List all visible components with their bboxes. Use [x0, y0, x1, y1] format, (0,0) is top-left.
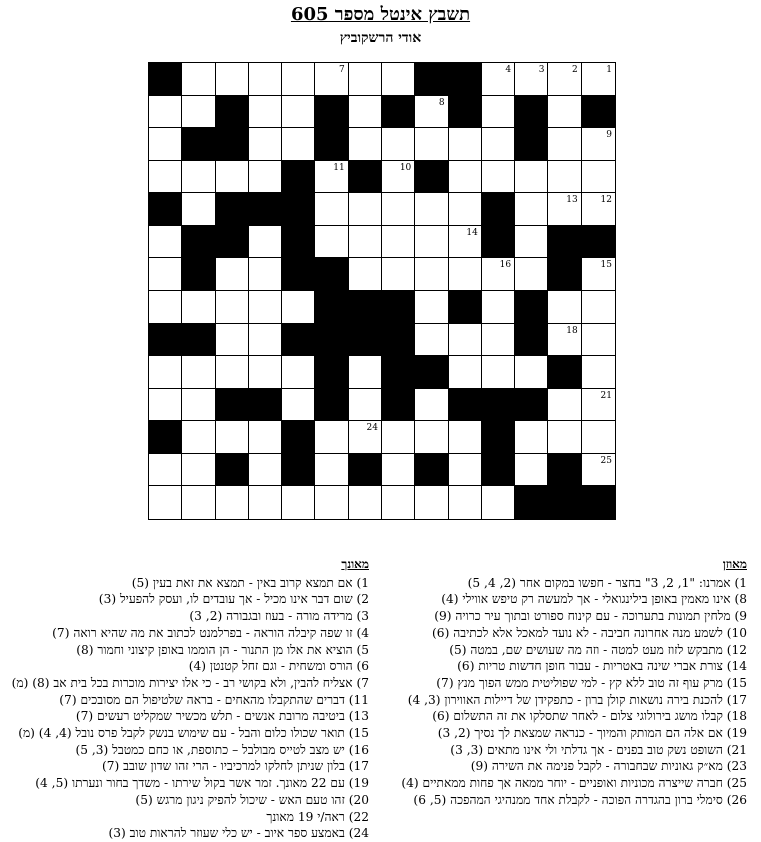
clue-number: 10: [399, 162, 412, 173]
grid-cell[interactable]: [515, 161, 548, 194]
grid-cell[interactable]: [182, 291, 215, 324]
grid-cell[interactable]: [449, 421, 482, 454]
down-clue: 19) עם 22 מאונך. זמר אשר בקול שירתו - משדך בחור ונערתו (5, 4): [35, 776, 369, 791]
down-clue: 22) ראה/י 19 מאונך: [266, 809, 369, 824]
grid-cell[interactable]: [415, 291, 448, 324]
clue-number: 3: [538, 65, 545, 75]
down-clue: 24) באמצע ספר איוב - יש כלי שעוזר להראות טוב (3): [108, 826, 369, 841]
grid-cell[interactable]: [582, 161, 615, 194]
grid-cell[interactable]: [149, 96, 182, 129]
grid-cell[interactable]: [449, 161, 482, 194]
black-cell: [548, 226, 581, 259]
black-cell: [382, 356, 415, 389]
grid-cell[interactable]: [315, 226, 348, 259]
grid-cell[interactable]: [249, 258, 282, 291]
black-cell: [315, 324, 348, 357]
grid-cell[interactable]: [449, 226, 482, 259]
clue-number: 1: [606, 65, 612, 75]
down-clue: 13) ביטיבה מרובת אנשים - תלש מכשיר שמקליט רעשים (7): [75, 709, 369, 724]
black-cell: [249, 389, 282, 422]
grid-cell[interactable]: [582, 193, 615, 226]
down-clue: 3) מרידה מורה - בעוז ובגבורה (2, 3): [189, 609, 369, 624]
grid-cell[interactable]: [415, 193, 448, 226]
across-clue: 19) אם אלה הם המותק והמיוך - כנראה שמצאת לך נסיך (2, 3): [437, 726, 747, 741]
grid-cell[interactable]: [415, 258, 448, 291]
grid-cell[interactable]: [349, 486, 382, 519]
grid-cell[interactable]: [415, 226, 448, 259]
black-cell: [415, 161, 448, 194]
black-cell: [449, 389, 482, 422]
grid-cell[interactable]: [315, 193, 348, 226]
black-cell: [315, 128, 348, 161]
grid-cell[interactable]: [182, 389, 215, 422]
grid-cell[interactable]: [582, 63, 615, 96]
down-clue: 6) הורס ומשחית - וגם זחל קטנטן (4): [188, 659, 369, 674]
black-cell: [415, 356, 448, 389]
grid-cell[interactable]: [582, 421, 615, 454]
clue-number: 26: [532, 488, 545, 499]
clue-number: 17: [466, 293, 478, 303]
grid-cell[interactable]: [449, 486, 482, 519]
across-clue: 17) להכנת בירה נושאות קולן ברון - כתפקידן של דיילות האווירון (3, 4): [407, 692, 747, 707]
grid-cell[interactable]: [349, 356, 382, 389]
page-title: תשבץ אינטל מספר 605: [290, 4, 471, 25]
black-cell: [282, 258, 315, 291]
black-cell: [548, 486, 581, 519]
black-cell: [582, 226, 615, 259]
black-cell: [449, 96, 482, 129]
black-cell: [482, 454, 515, 487]
black-cell: [482, 389, 515, 422]
grid-cell[interactable]: [415, 128, 448, 161]
grid-cell[interactable]: [382, 63, 415, 96]
black-cell: [182, 258, 215, 291]
across-clue: 23) מא״ק גאוניות שבחבורה - לקבל פנימה את השירה (9): [470, 759, 747, 774]
grid-cell[interactable]: [249, 161, 282, 194]
grid-cell[interactable]: [149, 258, 182, 291]
grid-cell[interactable]: [249, 486, 282, 519]
clue-number: 20: [333, 358, 345, 369]
grid-cell[interactable]: [216, 324, 249, 357]
grid-cell[interactable]: [182, 193, 215, 226]
down-clue: 11) דברים שהתקבלו מהאחים - בראה שלטיפול הם מסובכים (7): [59, 692, 369, 707]
clue-number: 19: [433, 358, 445, 369]
clue-number: 8: [438, 97, 445, 108]
grid-cell[interactable]: [216, 421, 249, 454]
grid-cell[interactable]: [182, 161, 215, 194]
clue-number: 24: [366, 423, 378, 434]
grid-cell[interactable]: [482, 161, 515, 194]
grid-cell[interactable]: [315, 486, 348, 519]
black-cell: [216, 193, 249, 226]
black-cell: [548, 454, 581, 487]
grid-cell[interactable]: [315, 63, 348, 96]
across-clue: 26) סימלי ברון בהגדרה הפוכה - לקבלת אחד ממנהיגי המהפכה (5, 6): [413, 792, 747, 807]
black-cell: [548, 356, 581, 389]
grid-cell[interactable]: [482, 128, 515, 161]
grid-cell[interactable]: [282, 389, 315, 422]
black-cell: [282, 161, 315, 194]
grid-cell[interactable]: [249, 128, 282, 161]
grid-cell[interactable]: [482, 356, 515, 389]
black-cell: [349, 324, 382, 357]
across-clue: 10) לשמע מנה אחרונה חביבה - לא נועד למאכל אלא לכתיבה (6): [432, 625, 747, 640]
grid-cell[interactable]: [415, 96, 448, 129]
grid-cell[interactable]: [149, 226, 182, 259]
grid-cell[interactable]: [216, 258, 249, 291]
clue-number: 18: [566, 325, 578, 336]
black-cell: [349, 454, 382, 487]
grid-cell[interactable]: [149, 161, 182, 194]
black-cell: [282, 226, 315, 259]
black-cell: [249, 193, 282, 226]
clue-number: 4: [505, 65, 512, 75]
grid-cell[interactable]: [349, 226, 382, 259]
black-cell: [515, 96, 548, 129]
black-cell: [182, 128, 215, 161]
grid-cell[interactable]: [582, 389, 615, 422]
grid-cell[interactable]: [315, 161, 348, 194]
clue-number: 16: [499, 260, 512, 271]
grid-cell[interactable]: [349, 193, 382, 226]
black-cell: [515, 389, 548, 422]
grid-cell[interactable]: [349, 63, 382, 96]
black-cell: [315, 258, 348, 291]
black-cell: [216, 128, 249, 161]
grid-cell[interactable]: [382, 161, 415, 194]
across-clues: [402, 556, 747, 809]
grid-cell[interactable]: [216, 63, 249, 96]
grid-cell[interactable]: [282, 291, 315, 324]
grid-cell[interactable]: [149, 291, 182, 324]
down-clues: [9, 556, 369, 842]
black-cell: [482, 421, 515, 454]
grid-cell[interactable]: [482, 324, 515, 357]
grid-cell[interactable]: [548, 421, 581, 454]
black-cell: [482, 226, 515, 259]
grid-cell[interactable]: [548, 161, 581, 194]
grid-cell[interactable]: [548, 96, 581, 129]
grid-cell[interactable]: [482, 291, 515, 324]
grid-cell[interactable]: [182, 356, 215, 389]
black-cell: [149, 63, 182, 96]
across-clue: 8) אינו מאמין באופן בילינגואלי - אך למעשה רק טיפש אווילי (4): [441, 592, 747, 607]
black-cell: [182, 226, 215, 259]
black-cell: [315, 389, 348, 422]
black-cell: [216, 226, 249, 259]
black-cell: [216, 454, 249, 487]
clue-number: 6: [438, 65, 445, 75]
across-clue: 18) קבלו מושג בירולוגי צלום - לאחר שתסלקו את זה התשלום (6): [432, 709, 747, 724]
black-cell: [382, 291, 415, 324]
clue-number: 15: [600, 260, 612, 271]
grid-cell[interactable]: [515, 356, 548, 389]
black-cell: [315, 291, 348, 324]
grid-cell[interactable]: [548, 324, 581, 357]
black-cell: [515, 128, 548, 161]
down-clue: 2) שום דבר אינו מכיל - אך עובדים לו, ועסק להפעיל (3): [98, 592, 369, 607]
black-cell: [282, 193, 315, 226]
across-clue: 15) מרק עוף זה טוב ללא קץ - למי שפוליטית ממש הפוך מנץ (7): [436, 675, 747, 690]
grid-cell[interactable]: [582, 258, 615, 291]
clue-number: 13: [566, 195, 578, 206]
grid-cell[interactable]: [382, 486, 415, 519]
down-clue: 15) תואר שכולו כלום והבל - עם שימוש בנשק לקבל פרס נובל (4, 4) (מ): [18, 726, 369, 741]
grid-cell[interactable]: [182, 96, 215, 129]
across-heading: מאוזן: [722, 557, 747, 571]
black-cell: [216, 96, 249, 129]
crossword-grid: [148, 62, 616, 520]
grid-cell[interactable]: [182, 421, 215, 454]
grid-cell[interactable]: [216, 161, 249, 194]
grid-cell[interactable]: [282, 486, 315, 519]
grid-cell[interactable]: [382, 226, 415, 259]
black-cell: [415, 454, 448, 487]
down-heading: מאונך: [341, 557, 369, 571]
across-clue: 25) חברה שייצרה מכוניות ואופניים - יוחר ממאה אך פחות ממאתיים (4): [401, 776, 747, 791]
across-clue: 21) השופט נשק טוב בפנים - אך גדלתי ולי אינו מתאים (3, 3): [450, 742, 747, 757]
grid-cell[interactable]: [149, 356, 182, 389]
black-cell: [582, 96, 615, 129]
black-cell: [216, 389, 249, 422]
grid-cell[interactable]: [515, 454, 548, 487]
clue-number: 2: [571, 65, 578, 75]
grid-cell[interactable]: [382, 421, 415, 454]
clue-number: 12: [600, 195, 612, 206]
grid-cell[interactable]: [182, 486, 215, 519]
across-clue: 14) צורת אברי שינה באטריות - עבור חופן חדשות טריות (6): [457, 659, 747, 674]
grid-cell[interactable]: [449, 356, 482, 389]
grid-cell[interactable]: [282, 63, 315, 96]
clue-number: 7: [338, 65, 345, 75]
grid-cell[interactable]: [415, 324, 448, 357]
down-clue: 7) אצליח להבין, ולא בקושי רב - כי אלו יצירות מוכרות בכל בית אב (8) (מ): [11, 675, 369, 690]
grid-cell[interactable]: [582, 454, 615, 487]
grid-cell[interactable]: [282, 96, 315, 129]
black-cell: [582, 486, 615, 519]
down-clue: 1) אם תמצא קרוב באין - תמצא את זאת בעין (5): [131, 575, 369, 590]
black-cell: [149, 421, 182, 454]
grid-cell[interactable]: [582, 128, 615, 161]
black-cell: [382, 389, 415, 422]
down-clue: 5) הוציא את אלו מן התנור - הן הוממו באופן קיצוני וחמור (8): [76, 642, 369, 657]
black-cell: [282, 421, 315, 454]
grid-cell[interactable]: [349, 128, 382, 161]
grid-cell[interactable]: [582, 291, 615, 324]
clue-number: 5: [472, 65, 478, 75]
grid-cell[interactable]: [249, 96, 282, 129]
black-cell: [282, 454, 315, 487]
grid-cell[interactable]: [249, 291, 282, 324]
across-clue: 12) מתבקש לזוז מעט למטה - וזה מה שעושים שם, במטה (5): [449, 642, 747, 657]
down-clue: 16) יש מצב לטייס מבולבל – כתוספת, או כחם כמטבל (3, 5): [75, 742, 369, 757]
clue-number: 9: [606, 130, 612, 141]
grid-cell[interactable]: [349, 389, 382, 422]
grid-cell[interactable]: [582, 324, 615, 357]
across-clue: 1) אמרנו: "1, 2, 3" בחצר - חפשו במקום אחר (2, 4, 5): [467, 575, 747, 590]
grid-cell[interactable]: [449, 193, 482, 226]
grid-cell[interactable]: [482, 258, 515, 291]
grid-cell[interactable]: [548, 389, 581, 422]
grid-cell[interactable]: [415, 421, 448, 454]
grid-cell[interactable]: [482, 96, 515, 129]
grid-cell[interactable]: [382, 258, 415, 291]
black-cell: [515, 486, 548, 519]
black-cell: [315, 356, 348, 389]
grid-cell[interactable]: [216, 356, 249, 389]
grid-cell[interactable]: [482, 486, 515, 519]
author-name: אודי הרשקוביץ: [339, 30, 422, 46]
down-clue: 17) בלון שניתן לחלקו למרכיביו - הרי זהו שדון שובב (7): [102, 759, 369, 774]
down-clue: 20) זהו טעם האש - שיכול להפיק ניגון מרגש (5): [135, 792, 369, 807]
grid-cell[interactable]: [482, 63, 515, 96]
black-cell: [415, 63, 448, 96]
grid-cell[interactable]: [349, 96, 382, 129]
black-cell: [515, 324, 548, 357]
grid-cell[interactable]: [315, 421, 348, 454]
grid-cell[interactable]: [582, 356, 615, 389]
grid-cell[interactable]: [149, 128, 182, 161]
black-cell: [482, 193, 515, 226]
grid-cell[interactable]: [548, 128, 581, 161]
grid-cell[interactable]: [216, 486, 249, 519]
black-cell: [349, 291, 382, 324]
grid-cell[interactable]: [249, 356, 282, 389]
clue-number: 25: [600, 455, 612, 466]
grid-cell[interactable]: [382, 193, 415, 226]
grid-cell[interactable]: [349, 421, 382, 454]
down-clue-list: [9, 575, 369, 842]
grid-cell[interactable]: [515, 226, 548, 259]
grid-cell[interactable]: [282, 356, 315, 389]
grid-cell[interactable]: [548, 193, 581, 226]
clue-number: 21: [600, 390, 612, 401]
grid-cell[interactable]: [182, 454, 215, 487]
black-cell: [349, 161, 382, 194]
grid-cell[interactable]: [349, 258, 382, 291]
grid-cell[interactable]: [515, 258, 548, 291]
clue-number: 23: [499, 423, 512, 434]
clue-number: 14: [466, 227, 478, 238]
grid-cell[interactable]: [149, 486, 182, 519]
black-cell: [382, 96, 415, 129]
across-clue-list: [402, 575, 747, 809]
black-cell: [315, 96, 348, 129]
black-cell: [515, 291, 548, 324]
grid-cell[interactable]: [249, 421, 282, 454]
across-clue: 9) מלחין תמונות בתערוכה - עם קינוח ספורט ובתוך עיר כרויה (9): [434, 609, 747, 624]
grid-cell[interactable]: [182, 63, 215, 96]
clue-number: 11: [333, 162, 345, 173]
grid-cell[interactable]: [249, 324, 282, 357]
grid-cell[interactable]: [315, 454, 348, 487]
grid-cell[interactable]: [449, 128, 482, 161]
grid-cell[interactable]: [249, 226, 282, 259]
grid-cell[interactable]: [548, 63, 581, 96]
down-clue: 4) זו שפה קיבלה הוראה - בפרלמנט לכתוב את מה שהיא רואה (7): [52, 625, 369, 640]
black-cell: [282, 324, 315, 357]
grid-cell[interactable]: [449, 454, 482, 487]
black-cell: [548, 258, 581, 291]
grid-cell[interactable]: [415, 389, 448, 422]
grid-cell[interactable]: [382, 128, 415, 161]
clue-number: 22: [532, 390, 545, 401]
grid-cell[interactable]: [515, 63, 548, 96]
black-cell: [149, 193, 182, 226]
grid-cell[interactable]: [515, 421, 548, 454]
grid-cell[interactable]: [149, 389, 182, 422]
grid-cell[interactable]: [149, 454, 182, 487]
grid-cell[interactable]: [449, 324, 482, 357]
grid-cell[interactable]: [415, 486, 448, 519]
black-cell: [449, 291, 482, 324]
black-cell: [182, 324, 215, 357]
black-cell: [382, 324, 415, 357]
grid-cell[interactable]: [216, 291, 249, 324]
grid-cell[interactable]: [382, 454, 415, 487]
grid-cell[interactable]: [282, 128, 315, 161]
grid-cell[interactable]: [449, 258, 482, 291]
grid-cell[interactable]: [249, 454, 282, 487]
black-cell: [149, 324, 182, 357]
grid-cell[interactable]: [548, 291, 581, 324]
grid-cell[interactable]: [515, 193, 548, 226]
grid-cell[interactable]: [249, 63, 282, 96]
black-cell: [449, 63, 482, 96]
